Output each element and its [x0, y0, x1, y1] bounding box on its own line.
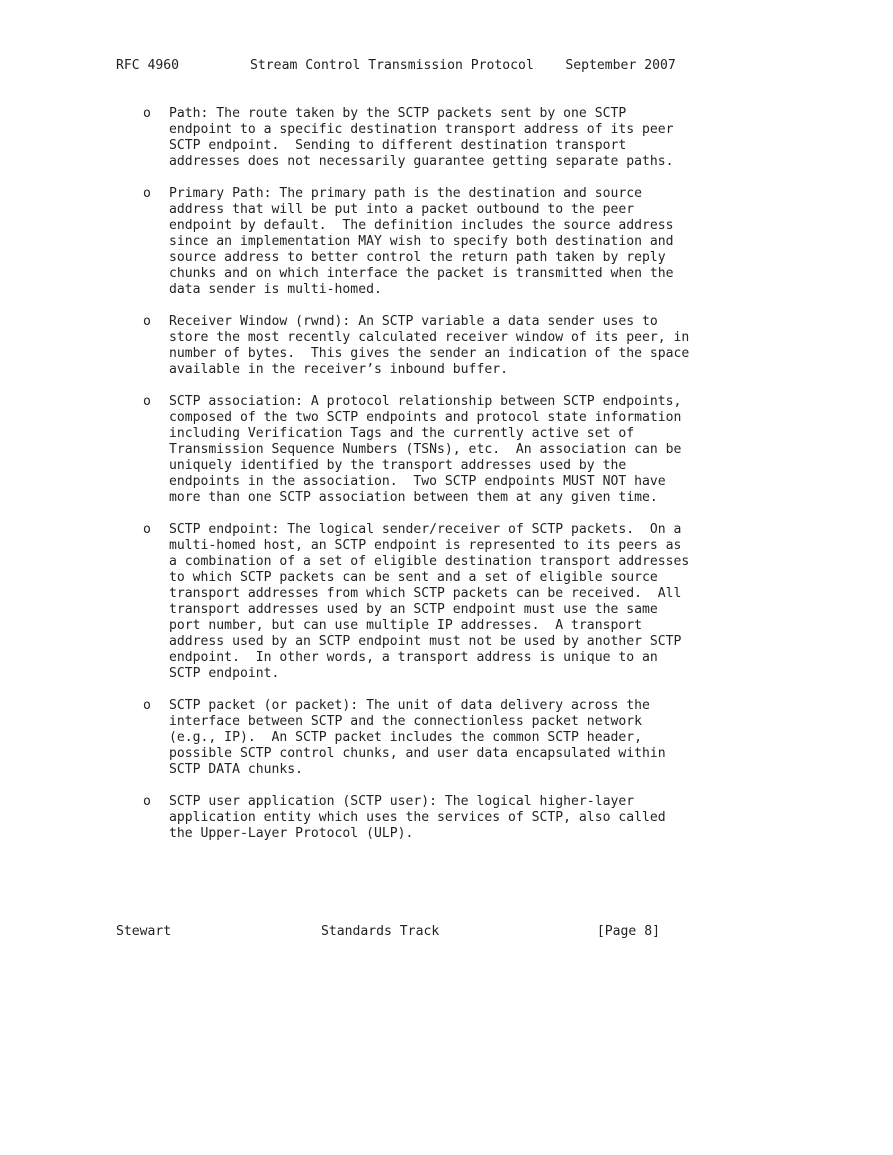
list-item-text-line: possible SCTP control chunks, and user data encapsulated within: [169, 746, 666, 761]
list-item-text-line: Transmission Sequence Numbers (TSNs), etc. An association can be: [169, 442, 682, 457]
footer-page-number: [Page 8]: [596, 924, 660, 939]
list-item-text-line: endpoint by default. The definition includes the source address: [169, 218, 674, 233]
list-item-text-line: store the most recently calculated receiver window of its peer, in: [169, 330, 690, 345]
list-item-text-line: Receiver Window (rwnd): An SCTP variable a data sender uses to: [169, 314, 658, 329]
list-bullet: o: [143, 522, 151, 537]
list-item-text-line: since an implementation MAY wish to specify both destination and: [169, 234, 674, 249]
list-item-text-line: transport addresses used by an SCTP endpoint must use the same: [169, 602, 658, 617]
footer-category: Standards Track: [320, 924, 440, 939]
list-item-text-line: source address to better control the return path taken by reply: [169, 250, 666, 265]
header-date: September 2007: [565, 58, 676, 73]
list-bullet: o: [143, 394, 151, 409]
list-item-text-line: (e.g., IP). An SCTP packet includes the common SCTP header,: [169, 730, 642, 745]
list-item-text-line: more than one SCTP association between them at any given time.: [169, 490, 658, 505]
header-rfc-number: RFC 4960: [116, 58, 180, 73]
list-item-text-line: endpoint. In other words, a transport address is unique to an: [169, 650, 658, 665]
list-bullet: o: [143, 314, 151, 329]
list-item-text-line: the Upper-Layer Protocol (ULP).: [169, 826, 414, 841]
list-item-text-line: SCTP association: A protocol relationship between SCTP endpoints,: [169, 394, 682, 409]
page-footer: [116, 924, 660, 940]
list-item-text-line: to which SCTP packets can be sent and a set of eligible source: [169, 570, 658, 585]
list-item-text-line: Path: The route taken by the SCTP packets sent by one SCTP: [169, 106, 627, 121]
list-item-text-line: SCTP endpoint. Sending to different destination transport: [169, 138, 627, 153]
page-header: [116, 58, 676, 74]
list-item-text-line: SCTP DATA chunks.: [169, 762, 304, 777]
list-item-text-line: a combination of a set of eligible destination transport addresses: [169, 554, 690, 569]
footer-author: Stewart: [116, 924, 172, 939]
list-item-text-line: port number, but can use multiple IP addresses. A transport: [169, 618, 642, 633]
header-title: Stream Control Transmission Protocol: [250, 58, 534, 73]
list-item-text-line: interface between SCTP and the connectionless packet network: [169, 714, 642, 729]
list-item-text-line: SCTP packet (or packet): The unit of data delivery across the: [169, 698, 650, 713]
list-item-text-line: multi-homed host, an SCTP endpoint is represented to its peers as: [169, 538, 682, 553]
list-item-text-line: data sender is multi-homed.: [169, 282, 382, 297]
list-bullet: o: [143, 698, 151, 713]
list-item-text-line: Primary Path: The primary path is the destination and source: [169, 186, 642, 201]
list-bullet: o: [143, 186, 151, 201]
list-item-text-line: address that will be put into a packet outbound to the peer: [169, 202, 635, 217]
list-item-text-line: chunks and on which interface the packet is transmitted when the: [169, 266, 674, 281]
list-item-text-line: endpoints in the association. Two SCTP endpoints MUST NOT have: [169, 474, 666, 489]
list-item-text-line: including Verification Tags and the currently active set of: [169, 426, 635, 441]
list-item-text-line: transport addresses from which SCTP packets can be received. All: [169, 586, 682, 601]
list-item-text-line: address used by an SCTP endpoint must not be used by another SCTP: [169, 634, 682, 649]
list-bullet: o: [143, 794, 151, 809]
list-item-text-line: application entity which uses the services of SCTP, also called: [169, 810, 666, 825]
list-item-text-line: composed of the two SCTP endpoints and protocol state information: [169, 410, 682, 425]
list-item-text-line: SCTP user application (SCTP user): The logical higher-layer: [169, 794, 635, 809]
list-bullet: o: [143, 106, 151, 121]
list-item-text-line: endpoint to a specific destination transport address of its peer: [169, 122, 674, 137]
list-item-text-line: addresses does not necessarily guarantee getting separate paths.: [169, 154, 674, 169]
list-item-text-line: SCTP endpoint.: [169, 666, 280, 681]
list-item-text-line: SCTP endpoint: The logical sender/receiver of SCTP packets. On a: [169, 522, 682, 537]
list-item-text-line: uniquely identified by the transport addresses used by the: [169, 458, 627, 473]
list-item-text-line: available in the receiver’s inbound buffer.: [169, 362, 508, 377]
list-item-text-line: number of bytes. This gives the sender an indication of the space: [169, 346, 690, 361]
